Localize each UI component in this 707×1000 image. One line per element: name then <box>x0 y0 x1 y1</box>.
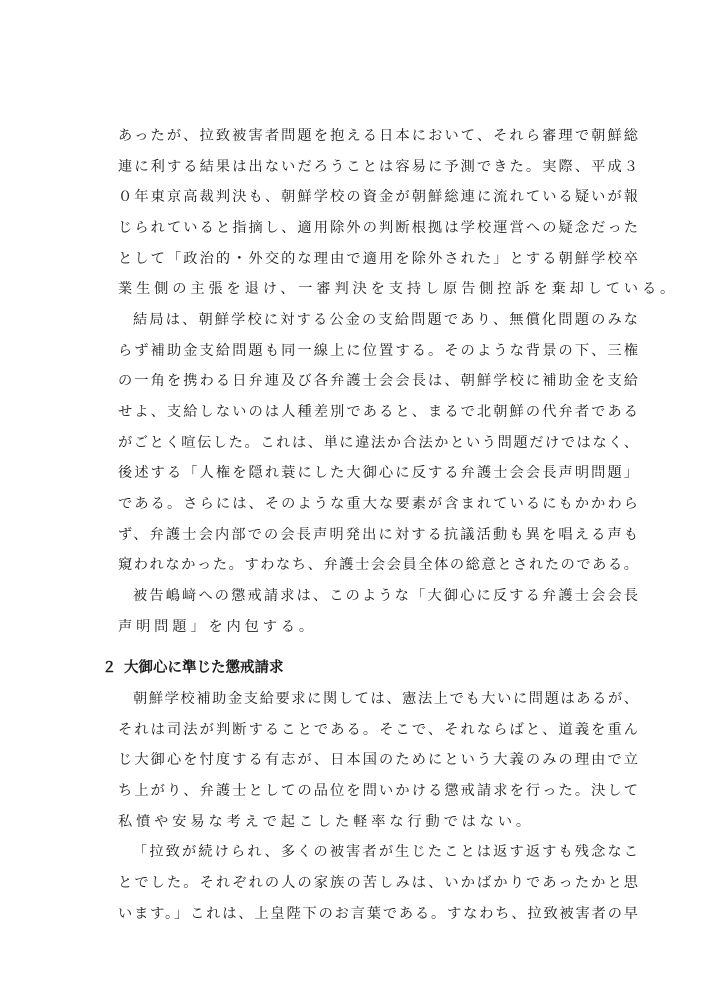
section-heading <box>102 658 284 678</box>
paragraph-line: あったが、拉致被害者問題を抱える日本において、それら審理で朝鮮総 <box>118 128 638 144</box>
paragraph-line: ち上がり、弁護士としての品位を問いかける懲戒請求を行った。決して <box>118 783 638 799</box>
paragraph-line: ず、弁護士会内部での会長声明発出に対する抗議活動も異を唱える声も <box>118 527 638 543</box>
paragraph-line: とでした。それぞれの人の家族の苦しみは、いかばかりであったかと思 <box>118 875 638 891</box>
paragraph-line: 連に利する結果は出ないだろうことは容易に予測できた。実際、平成３ <box>118 159 638 175</box>
paragraph-line: 被告嶋﨑への懲戒請求は、このような「大御心に反する弁護士会会長 <box>133 588 638 604</box>
paragraph-line: 朝鮮学校補助金支給要求に関しては、憲法上でも大いに問題はあるが、 <box>133 691 638 707</box>
paragraph-line: じ大御心を忖度する有志が、日本国のためにという大義のみの理由で立 <box>118 752 638 768</box>
paragraph-line: じられていると指摘し、適用除外の判断根拠は学校運営への疑念だった <box>118 220 638 236</box>
section-number: ２ <box>102 660 117 676</box>
paragraph-line: います。」これは、上皇陛下のお言葉である。すなわち、拉致被害者の早 <box>118 906 638 922</box>
paragraph-line: である。さらには、そのような重大な要素が含まれているにもかかわら <box>118 496 638 512</box>
paragraph-line: それは司法が判断することである。そこで、それならばと、道義を重ん <box>118 722 638 738</box>
paragraph-line: の一角を携わる日弁連及び各弁護士会会長は、朝鮮学校に補助金を支給 <box>118 373 638 389</box>
paragraph-line: がごとく喧伝した。これは、単に違法か合法かという問題だけではなく、 <box>118 435 638 451</box>
paragraph-line: 結局は、朝鮮学校に対する公金の支給問題であり、無償化問題のみな <box>133 312 638 328</box>
paragraph-line: 窺われなかった。すわなち、弁護士会会員全体の総意とされたのである。 <box>118 557 638 573</box>
paragraph-line: らず補助金支給問題も同一線上に位置する。そのような背景の下、三権 <box>118 343 638 359</box>
paragraph-line: 「拉致が続けられ、多くの被害者が生じたことは返す返すも残念なこ <box>133 844 638 860</box>
section-title: 大御心に準じた懲戒請求 <box>124 660 284 676</box>
paragraph-line: 後述する「人権を隠れ蓑にした大御心に反する弁護士会会長声明問題」 <box>118 465 638 481</box>
paragraph-line: 業生側の主張を退け、一審判決を支持し原告側控訴を棄却している。 <box>118 281 679 297</box>
paragraph-line: として「政治的・外交的な理由で適用を除外された」とする朝鮮学校卒 <box>118 251 638 267</box>
paragraph-line: 声明問題」を内包する。 <box>118 619 317 635</box>
paragraph-line: せよ、支給しないのは人種差別であると、まるで北朝鮮の代弁者である <box>118 404 638 420</box>
paragraph-line: 私憤や安易な考えで起こした軽率な行動ではない。 <box>118 814 535 830</box>
paragraph-line: ０年東京高裁判決も、朝鮮学校の資金が朝鮮総連に流れている疑いが報 <box>118 189 638 205</box>
